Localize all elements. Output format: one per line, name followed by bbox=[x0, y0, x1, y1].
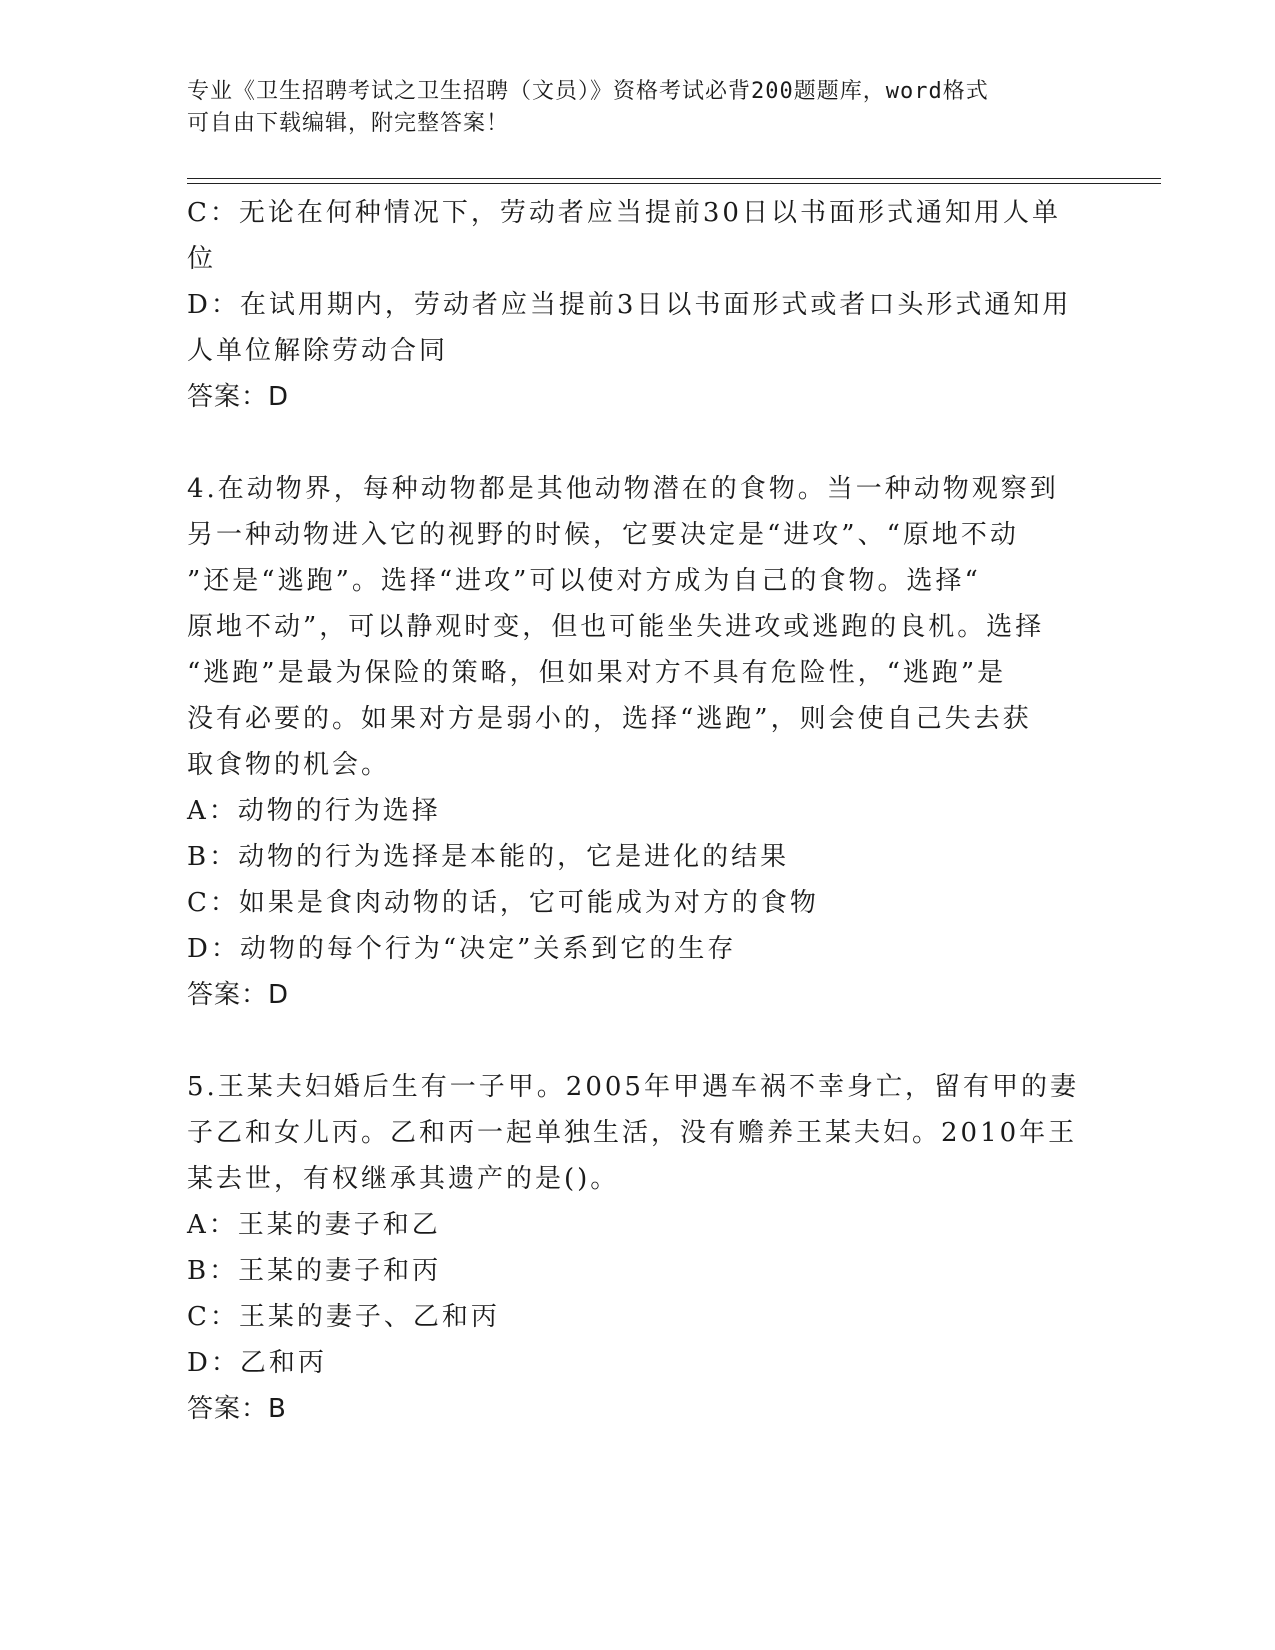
q4-stem-line-6: 没有必要的。如果对方是弱小的，选择“逃跑”，则会使自己失去获 bbox=[187, 704, 1032, 734]
q4-option-b: B：动物的行为选择是本能的，它是进化的结果 bbox=[187, 842, 790, 872]
q5-option-d: D：乙和丙 bbox=[187, 1348, 327, 1378]
q3-option-c-line-2: 位 bbox=[187, 244, 217, 274]
q4-option-d: D：动物的每个行为“决定”关系到它的生存 bbox=[187, 934, 737, 964]
q4-stem-line-1: 4.在动物界，每种动物都是其他动物潜在的食物。当一种动物观察到 bbox=[187, 474, 1059, 504]
q5-stem-line-3: 某去世，有权继承其遗产的是()。 bbox=[187, 1164, 620, 1194]
q4-option-a: A：动物的行为选择 bbox=[187, 796, 441, 826]
header-title-line-2: 可自由下载编辑，附完整答案！ bbox=[187, 111, 510, 136]
header-divider bbox=[187, 178, 1161, 184]
q5-answer: 答案：B bbox=[187, 1394, 287, 1424]
q3-option-c-line-1: C：无论在何种情况下，劳动者应当提前30日以书面形式通知用人单 bbox=[187, 198, 1061, 228]
document-header bbox=[187, 76, 1087, 140]
spacer bbox=[187, 420, 1087, 466]
header-title-line-1: 专业《卫生招聘考试之卫生招聘（文员）》资格考试必背200题题库，word格式 bbox=[187, 79, 989, 104]
q5-stem-line-1: 5.王某夫妇婚后生有一子甲。2005年甲遇车祸不幸身亡，留有甲的妻 bbox=[187, 1072, 1079, 1102]
q4-answer: 答案：D bbox=[187, 980, 290, 1010]
question-3-tail bbox=[187, 190, 1087, 420]
question-5 bbox=[187, 1064, 1087, 1432]
q3-option-d-line-2: 人单位解除劳动合同 bbox=[187, 336, 449, 366]
q3-answer: 答案：D bbox=[187, 382, 290, 412]
q4-option-c: C：如果是食肉动物的话，它可能成为对方的食物 bbox=[187, 888, 819, 918]
q4-stem-line-2: 另一种动物进入它的视野的时候，它要决定是“进攻”、“原地不动 bbox=[187, 520, 1019, 550]
document-body bbox=[187, 190, 1087, 1432]
spacer bbox=[187, 1018, 1087, 1064]
q5-stem-line-2: 子乙和女儿丙。乙和丙一起单独生活，没有赡养王某夫妇。2010年王 bbox=[187, 1118, 1078, 1148]
q5-option-b: B：王某的妻子和丙 bbox=[187, 1256, 442, 1286]
q5-option-a: A：王某的妻子和乙 bbox=[187, 1210, 441, 1240]
q4-stem-line-4: 原地不动”，可以静观时变，但也可能坐失进攻或逃跑的良机。选择 bbox=[187, 612, 1045, 642]
q4-stem-line-5: “逃跑”是最为保险的策略，但如果对方不具有危险性，“逃跑”是 bbox=[187, 658, 1007, 688]
q4-stem-line-7: 取食物的机会。 bbox=[187, 750, 391, 780]
q3-option-d-line-1: D：在试用期内，劳动者应当提前3日以书面形式或者口头形式通知用 bbox=[187, 290, 1072, 320]
q4-stem-line-3: ”还是“逃跑”。选择“进攻”可以使对方成为自己的食物。选择“ bbox=[187, 566, 981, 596]
question-4 bbox=[187, 466, 1087, 1018]
q5-option-c: C：王某的妻子、乙和丙 bbox=[187, 1302, 500, 1332]
